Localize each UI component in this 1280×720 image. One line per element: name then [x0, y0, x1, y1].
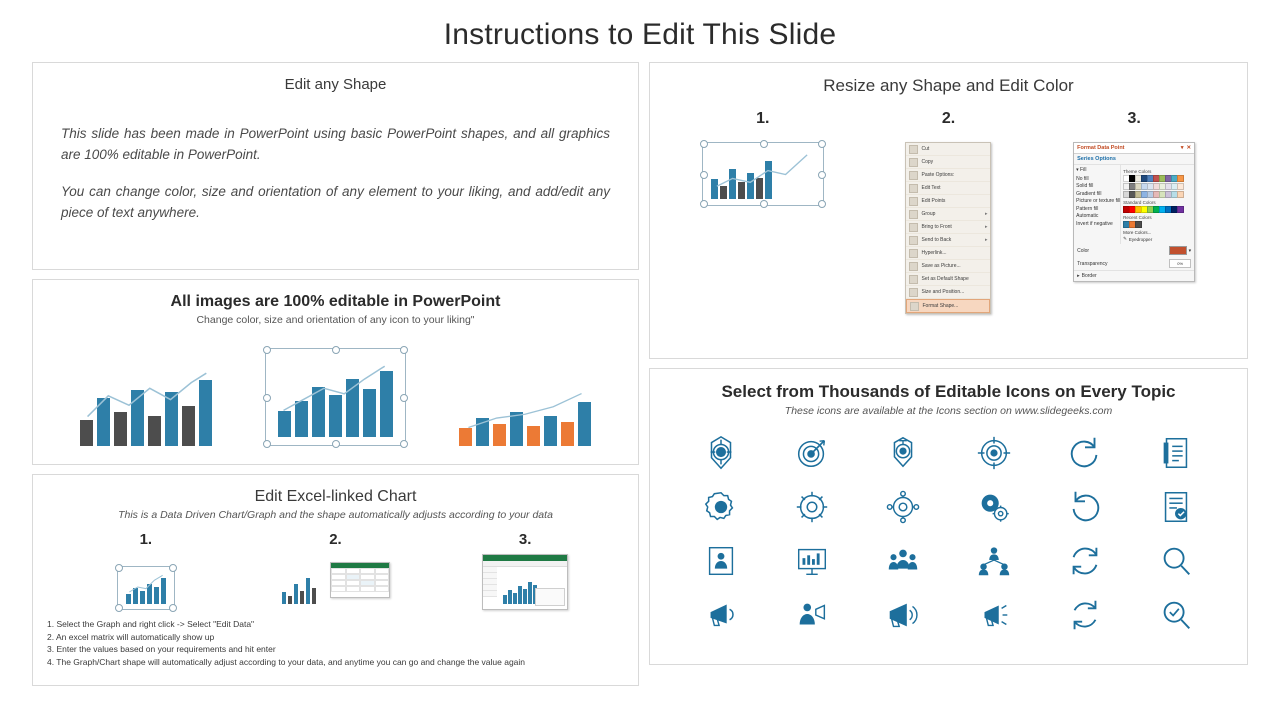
send-to-back-icon [909, 236, 918, 245]
chevron-right-icon: ▸ [984, 210, 988, 217]
person-speaker-icon[interactable] [790, 593, 834, 637]
context-menu-item[interactable] [906, 143, 990, 156]
resize-handle[interactable] [332, 346, 340, 354]
chart-bar [97, 398, 110, 446]
chart-bar [306, 578, 310, 604]
format-data-point-panel[interactable] [1073, 142, 1195, 282]
chart-bar [346, 379, 359, 437]
context-menu-item-label: Set as Default Shape [921, 275, 969, 282]
chart-bar [80, 420, 93, 446]
excel-step-3 [450, 531, 600, 610]
resize-handle[interactable] [818, 171, 826, 179]
chart-bar [363, 389, 376, 437]
selected-chart-frame[interactable] [265, 348, 406, 446]
resize-handle[interactable] [760, 140, 768, 148]
chevron-right-icon: ▸ [1077, 273, 1080, 279]
eyedropper-button[interactable] [1123, 236, 1192, 242]
color-label: Color [1077, 247, 1090, 254]
gear-outline-icon[interactable] [790, 485, 834, 529]
context-menu-item-label: Bring to Front [921, 223, 952, 230]
edit-text-icon [909, 184, 918, 193]
chart-bar [508, 590, 512, 604]
search-check-icon[interactable] [1154, 593, 1198, 637]
chart-bar [295, 401, 308, 437]
format-option[interactable]: Gradient fill [1076, 190, 1102, 197]
panel-excel-chart-subtitle: This is a Data Driven Chart/Graph and the shape automatically adjusts according to your data [118, 509, 553, 521]
chart-bar [561, 422, 574, 446]
format-panel-options: ▾ Fill No fill Solid fill Gradient fill Picture or texture fill Pattern fill Automatic Invert if negative [1074, 165, 1121, 244]
transparency-input[interactable]: 0% [1169, 259, 1191, 268]
chart-bar [165, 392, 178, 446]
panel-images-editable-title: All images are 100% editable in PowerPoint [170, 293, 501, 310]
content-columns [0, 52, 1280, 686]
standard-colors-grid[interactable] [1123, 206, 1192, 213]
chart-bar [161, 578, 166, 604]
chart-selection-frame[interactable] [702, 142, 824, 206]
chart-bar [182, 406, 195, 446]
excel-step-3-number: 3. [518, 531, 532, 548]
excel-step-2 [260, 531, 410, 610]
mini-bar-chart [503, 578, 537, 604]
resize-handle[interactable] [332, 440, 340, 448]
excel-step-1-number: 1. [139, 531, 153, 548]
excel-step-1-image [71, 554, 221, 610]
context-menu-item[interactable] [906, 221, 990, 234]
color-swatch[interactable] [1135, 221, 1142, 228]
megaphone-icon[interactable] [699, 593, 743, 637]
chart-bar [711, 179, 718, 199]
theme-colors-grid[interactable] [1123, 175, 1192, 198]
chart-bar [729, 169, 736, 199]
resize-handle[interactable] [169, 564, 177, 572]
resize-handle[interactable] [115, 564, 123, 572]
chart-bar [380, 371, 393, 437]
context-menu-item-label: Send to Back [921, 236, 952, 243]
icon-grid [650, 417, 1247, 637]
announcement-icon[interactable] [972, 593, 1016, 637]
document-check-icon[interactable] [1154, 485, 1198, 529]
format-panel-title: Format Data Point [1077, 145, 1125, 151]
chart-bar [312, 387, 325, 437]
chevron-right-icon: ▸ [984, 236, 988, 243]
format-option[interactable]: No fill [1076, 175, 1089, 182]
chevron-down-icon[interactable]: ▾ [1188, 247, 1192, 254]
theme-colors-label: Theme Colors [1123, 169, 1152, 174]
resize-step-1-image [678, 142, 848, 317]
context-menu-item-label: Paste Options: [921, 171, 955, 178]
chart-bar [147, 584, 152, 604]
resize-step-1 [678, 110, 848, 317]
chart-bar [131, 390, 144, 446]
trend-line-icon [126, 572, 166, 599]
mini-bar-chart [711, 149, 815, 199]
format-option[interactable]: Picture or texture fill [1076, 198, 1121, 204]
presentation-board-icon[interactable] [790, 539, 834, 583]
resize-handle[interactable] [263, 440, 271, 448]
gears-pair-icon[interactable] [972, 485, 1016, 529]
chart-bar [140, 591, 145, 604]
excel-step-2-image [260, 554, 410, 610]
document-list-icon[interactable] [1154, 431, 1198, 475]
save-as-picture-icon [909, 262, 918, 271]
chart-bar [329, 395, 342, 437]
group-icon [909, 210, 918, 219]
context-menu-item-label: Format Shape... [922, 302, 959, 309]
resize-handle[interactable] [115, 604, 123, 612]
context-menu-item[interactable] [906, 169, 990, 182]
chart-bar [459, 428, 472, 446]
chart-bar [523, 589, 527, 604]
resize-handle[interactable] [700, 140, 708, 148]
dartboard-arrow-icon[interactable] [790, 431, 834, 475]
context-menu-item[interactable] [906, 234, 990, 247]
mini-bar-chart [282, 568, 316, 604]
color-swatch[interactable] [1177, 206, 1184, 213]
context-menu-item[interactable] [906, 260, 990, 273]
edit-points-icon [909, 197, 918, 206]
context-menu[interactable] [905, 142, 991, 314]
panel-edit-any-shape [32, 62, 639, 270]
chart-bar [518, 586, 522, 604]
chart-bar [513, 593, 517, 604]
transparency-label: Transparency [1077, 260, 1108, 267]
context-menu-item-label: Hyperlink... [921, 249, 947, 256]
chart-bar [114, 412, 127, 446]
format-panel-section-title: Series Options [1074, 154, 1194, 165]
resize-handle[interactable] [818, 200, 826, 208]
format-option[interactable]: Solid fill [1076, 183, 1094, 189]
context-menu-item[interactable] [906, 156, 990, 169]
team-network-icon[interactable] [972, 539, 1016, 583]
color-swatch[interactable] [1177, 183, 1184, 190]
copy-icon [909, 158, 918, 167]
resize-handle[interactable] [700, 200, 708, 208]
sample-charts-row [33, 326, 638, 446]
context-menu-item-label: Size and Position... [921, 288, 965, 295]
resize-step-3-number: 3. [1127, 110, 1141, 127]
resize-step-1-number: 1. [756, 110, 770, 127]
panel-excel-chart-title: Edit Excel-linked Chart [254, 488, 417, 505]
eyedropper-label: Eyedropper [1128, 236, 1153, 242]
data-table[interactable] [535, 588, 565, 606]
bring-to-front-icon [909, 223, 918, 232]
recent-colors-grid[interactable] [1123, 221, 1192, 228]
chart-bar [294, 584, 298, 604]
resize-step-3 [1049, 110, 1219, 317]
context-menu-item-label: Edit Points [921, 197, 946, 204]
panel-icons-subtitle: These icons are available at the Icons section on www.slidegeeks.com [784, 405, 1113, 417]
people-group-icon[interactable] [881, 539, 925, 583]
right-column [649, 62, 1248, 686]
hyperlink-icon [909, 249, 918, 258]
cut-icon [909, 145, 918, 154]
chevron-down-icon[interactable]: ▾ [1180, 145, 1184, 151]
resize-handle[interactable] [263, 394, 271, 402]
excel-step-1 [71, 531, 221, 610]
excel-step-2-number: 2. [329, 531, 342, 548]
panel-edit-any-shape-paragraph-1: This slide has been made in PowerPoint using basic PowerPoint shapes, and all graphics are 100% editable in PowerPoint. [61, 126, 610, 162]
excel-instruction-2: 2. An excel matrix will automatically show up [47, 631, 215, 642]
chevron-right-icon: ▸ [984, 223, 988, 230]
context-menu-item-label: Save as Picture... [921, 262, 961, 269]
panel-edit-any-shape-paragraph-2: You can change color, size and orientation of any element to your liking, and add/edit any piece of text anywhere. [61, 184, 610, 220]
border-row[interactable] [1074, 270, 1194, 281]
refresh-arrow-icon[interactable] [1063, 431, 1107, 475]
resize-handle[interactable] [818, 140, 826, 148]
color-picker-popup[interactable] [1121, 165, 1194, 244]
format-option[interactable]: Automatic [1076, 213, 1099, 219]
chart-bar [738, 182, 745, 199]
standard-colors-label: Standard Colors [1123, 200, 1156, 205]
context-menu-item[interactable] [906, 247, 990, 260]
resize-handle[interactable] [400, 394, 408, 402]
resize-step-3-image [1049, 142, 1219, 317]
chart-bar [765, 161, 772, 199]
circular-arrows-icon[interactable] [1063, 593, 1107, 637]
chart-bar [528, 582, 532, 604]
excel-instruction-3: 3. Enter the values based on your requirements and hit enter [47, 644, 276, 654]
recent-colors-label: Recent Colors [1123, 215, 1152, 220]
excel-instruction-4: 4. The Graph/Chart shape will automatically adjust according to your data, and anytime you can go and change the value again [47, 656, 526, 667]
chart-bar [288, 596, 292, 604]
chart-bar [148, 416, 161, 446]
gear-settings-icon[interactable] [699, 485, 743, 529]
color-swatch[interactable] [1177, 175, 1184, 182]
format-option[interactable]: Invert if negative [1076, 220, 1113, 227]
sync-arrows-icon[interactable] [1063, 539, 1107, 583]
chart-bar [527, 426, 540, 446]
bar-chart-gray-blue [80, 360, 212, 446]
person-podium-icon[interactable] [699, 539, 743, 583]
chart-bar [747, 173, 754, 199]
color-row [1074, 244, 1194, 257]
format-shape-icon [910, 302, 919, 311]
panel-resize-shape [649, 62, 1248, 359]
resize-steps-row [650, 96, 1247, 317]
resize-handle[interactable] [400, 440, 408, 448]
chart-bar [503, 595, 507, 604]
panel-icons-title: Select from Thousands of Editable Icons on Every Topic [721, 382, 1176, 401]
format-panel-titlebar [1074, 143, 1194, 154]
panel-images-editable [32, 279, 639, 465]
excel-instructions-list [33, 610, 638, 668]
context-menu-item[interactable] [906, 273, 990, 286]
context-menu-item-label: Cut [921, 145, 930, 152]
border-label: Border [1081, 273, 1097, 279]
target-trophy-icon[interactable] [881, 431, 925, 475]
close-icon[interactable]: ✕ [1186, 145, 1192, 151]
target-crosshair-icon[interactable] [699, 431, 743, 475]
context-menu-item-label: Group [921, 210, 936, 217]
left-column [32, 62, 639, 686]
gear-network-icon[interactable] [881, 485, 925, 529]
bar-chart-blue [278, 357, 393, 437]
page-title: Instructions to Edit This Slide [443, 18, 837, 51]
context-menu-item-label: Copy [921, 158, 934, 165]
chart-bar [199, 380, 212, 446]
excel-window[interactable] [482, 554, 568, 610]
excel-instruction-1: 1. Select the Graph and right click -> Select "Edit Data" [47, 619, 255, 629]
context-menu-item[interactable] [906, 286, 990, 299]
chart-selection-frame[interactable] [117, 566, 175, 610]
chart-bar [544, 416, 557, 446]
chart-bar [278, 411, 291, 437]
context-menu-item-label: Edit Text [921, 184, 941, 191]
format-option[interactable]: Pattern fill [1076, 205, 1099, 212]
chart-bar [578, 402, 591, 446]
context-menu-item[interactable] [906, 195, 990, 208]
chart-bar [282, 592, 286, 604]
magnifier-icon[interactable] [1154, 539, 1198, 583]
resize-step-2-number: 2. [941, 110, 956, 127]
context-menu-item[interactable] [906, 182, 990, 195]
crosshair-circle-icon[interactable] [972, 431, 1016, 475]
chart-bar [312, 588, 316, 604]
chart-bar [510, 412, 523, 446]
rotate-clockwise-icon[interactable] [1063, 485, 1107, 529]
resize-handle[interactable] [169, 604, 177, 612]
chart-bar [133, 588, 138, 604]
default-shape-icon [909, 275, 918, 284]
data-sheet-popup[interactable] [330, 562, 390, 598]
chart-bar [756, 178, 763, 199]
chart-bar [720, 186, 727, 199]
transparency-row [1074, 257, 1194, 270]
excel-step-3-image [450, 554, 600, 610]
mini-bar-chart [126, 572, 166, 604]
bar-chart-orange-blue [459, 386, 591, 446]
color-swatch[interactable] [1177, 191, 1184, 198]
excel-steps-row [33, 521, 638, 610]
eyedropper-icon: ✎ [1123, 236, 1127, 241]
resize-handle[interactable] [700, 171, 708, 179]
context-menu-item[interactable] [906, 208, 990, 221]
chart-bar [476, 418, 489, 446]
format-panel-body [1074, 165, 1194, 244]
bullhorn-icon[interactable] [881, 593, 925, 637]
chart-bar [300, 591, 304, 604]
more-colors-button[interactable]: More Colors... [1123, 230, 1152, 235]
chart-bar [126, 594, 131, 604]
resize-step-2 [863, 110, 1033, 317]
panel-excel-chart [32, 474, 639, 686]
panel-images-editable-subtitle: Change color, size and orientation of any icon to your liking" [196, 314, 475, 326]
resize-step-2-image [863, 142, 1033, 317]
paste-icon [909, 171, 918, 180]
context-menu-item-format-shape[interactable] [906, 299, 990, 313]
panel-resize-shape-title: Resize any Shape and Edit Color [823, 76, 1074, 95]
chart-bar [154, 587, 159, 604]
resize-handle[interactable] [760, 200, 768, 208]
size-position-icon [909, 288, 918, 297]
resize-handle[interactable] [400, 346, 408, 354]
color-preview-button[interactable] [1169, 246, 1187, 255]
chart-bar [493, 424, 506, 446]
panel-icons [649, 368, 1248, 665]
resize-handle[interactable] [263, 346, 271, 354]
chart-with-data-sheet [280, 558, 390, 610]
panel-edit-any-shape-title: Edit any Shape [284, 76, 387, 93]
